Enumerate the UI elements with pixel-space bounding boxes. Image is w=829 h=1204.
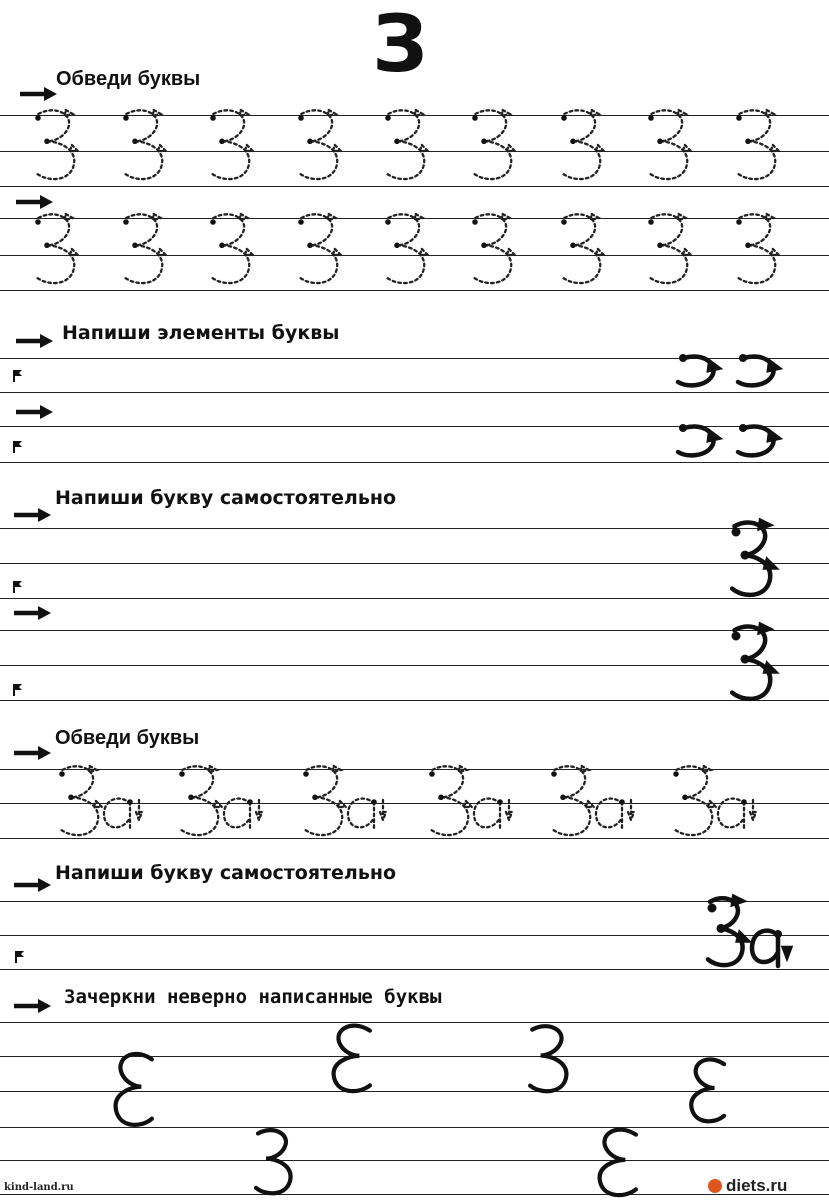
page-title: З — [372, 0, 428, 90]
section-4-instruction: Обведи буквы — [55, 727, 200, 749]
arrow-right-icon — [14, 194, 54, 210]
traced-letter-ze — [58, 764, 108, 842]
correct-letter-ze — [254, 1128, 302, 1202]
traced-letter-a — [102, 794, 142, 836]
section-2-instruction: Напиши элементы буквы — [62, 322, 340, 344]
mirrored-letter-ze — [688, 1056, 734, 1130]
sample-letter-ze — [730, 520, 784, 604]
arrow-right-icon — [12, 507, 52, 523]
section-1-instruction: Обведи буквы — [56, 68, 201, 90]
ruled-line — [0, 969, 829, 970]
traced-letter-a — [716, 794, 756, 836]
traced-letter-a — [594, 794, 634, 836]
traced-letter-ze — [647, 212, 697, 290]
ruled-line — [0, 1194, 829, 1195]
traced-letter-ze — [384, 108, 434, 186]
traced-letter-ze — [647, 108, 697, 186]
start-flag-icon — [12, 440, 24, 454]
letter-element-sample — [736, 422, 784, 462]
section-6-instruction: Зачеркни неверно написанные буквы — [64, 986, 442, 1008]
traced-letter-ze — [209, 212, 259, 290]
ruled-line — [0, 528, 829, 529]
ruled-line — [0, 598, 829, 599]
mirrored-letter-ze — [112, 1050, 162, 1134]
letter-element-sample — [676, 422, 724, 462]
traced-letter-ze — [672, 764, 722, 842]
arrow-right-icon — [14, 404, 54, 420]
start-flag-icon — [12, 369, 24, 383]
traced-letter-ze — [209, 108, 259, 186]
traced-letter-ze — [384, 212, 434, 290]
section-5-instruction: Напиши букву самостоятельно — [55, 862, 397, 884]
arrow-right-icon — [14, 333, 54, 349]
watermark-left: kind-land.ru — [4, 1182, 74, 1193]
ruled-line — [0, 392, 829, 393]
arrow-right-icon — [12, 745, 52, 761]
arrow-right-icon — [12, 605, 52, 621]
ruled-line — [0, 1160, 829, 1161]
ruled-line — [0, 700, 829, 701]
traced-letter-a — [346, 794, 386, 836]
ruled-line — [0, 290, 829, 291]
traced-letter-ze — [122, 108, 172, 186]
traced-letter-a — [472, 794, 512, 836]
mirrored-letter-ze — [596, 1126, 646, 1204]
ruled-line — [0, 563, 829, 564]
traced-letter-ze — [297, 212, 347, 290]
section-3-instruction: Напиши букву самостоятельно — [55, 487, 397, 509]
traced-letter-ze — [428, 764, 478, 842]
sample-letter-ze — [730, 624, 784, 708]
traced-letter-ze — [122, 212, 172, 290]
apple-logo-icon — [708, 1179, 722, 1193]
traced-letter-ze — [297, 108, 347, 186]
traced-letter-ze — [560, 108, 610, 186]
watermark-right — [708, 1176, 787, 1196]
ruled-line — [0, 462, 829, 463]
start-flag-icon — [12, 580, 24, 594]
traced-letter-ze — [302, 764, 352, 842]
arrow-right-icon — [12, 998, 52, 1014]
sample-letter-a — [750, 926, 794, 970]
ruled-line — [0, 901, 829, 902]
ruled-line — [0, 665, 829, 666]
traced-letter-ze — [735, 212, 785, 290]
mirrored-letter-ze — [330, 1022, 380, 1100]
arrow-right-icon — [18, 86, 58, 102]
ruled-line — [0, 935, 829, 936]
traced-letter-ze — [550, 764, 600, 842]
traced-letter-ze — [471, 212, 521, 290]
letter-element-sample — [736, 352, 784, 392]
traced-letter-ze — [178, 764, 228, 842]
traced-letter-ze — [471, 108, 521, 186]
traced-letter-a — [222, 794, 262, 836]
traced-letter-ze — [735, 108, 785, 186]
correct-letter-ze — [528, 1024, 578, 1100]
start-flag-icon — [12, 683, 24, 697]
traced-letter-ze — [560, 212, 610, 290]
traced-letter-ze — [34, 108, 84, 186]
letter-element-sample — [676, 352, 724, 392]
arrow-right-icon — [12, 877, 52, 893]
ruled-line — [0, 1022, 829, 1023]
start-flag-icon — [14, 950, 26, 964]
ruled-line — [0, 630, 829, 631]
ruled-line — [0, 186, 829, 187]
sample-letter-ze — [706, 896, 756, 974]
watermark-right-text: diets.ru — [726, 1176, 788, 1195]
traced-letter-ze — [34, 212, 84, 290]
